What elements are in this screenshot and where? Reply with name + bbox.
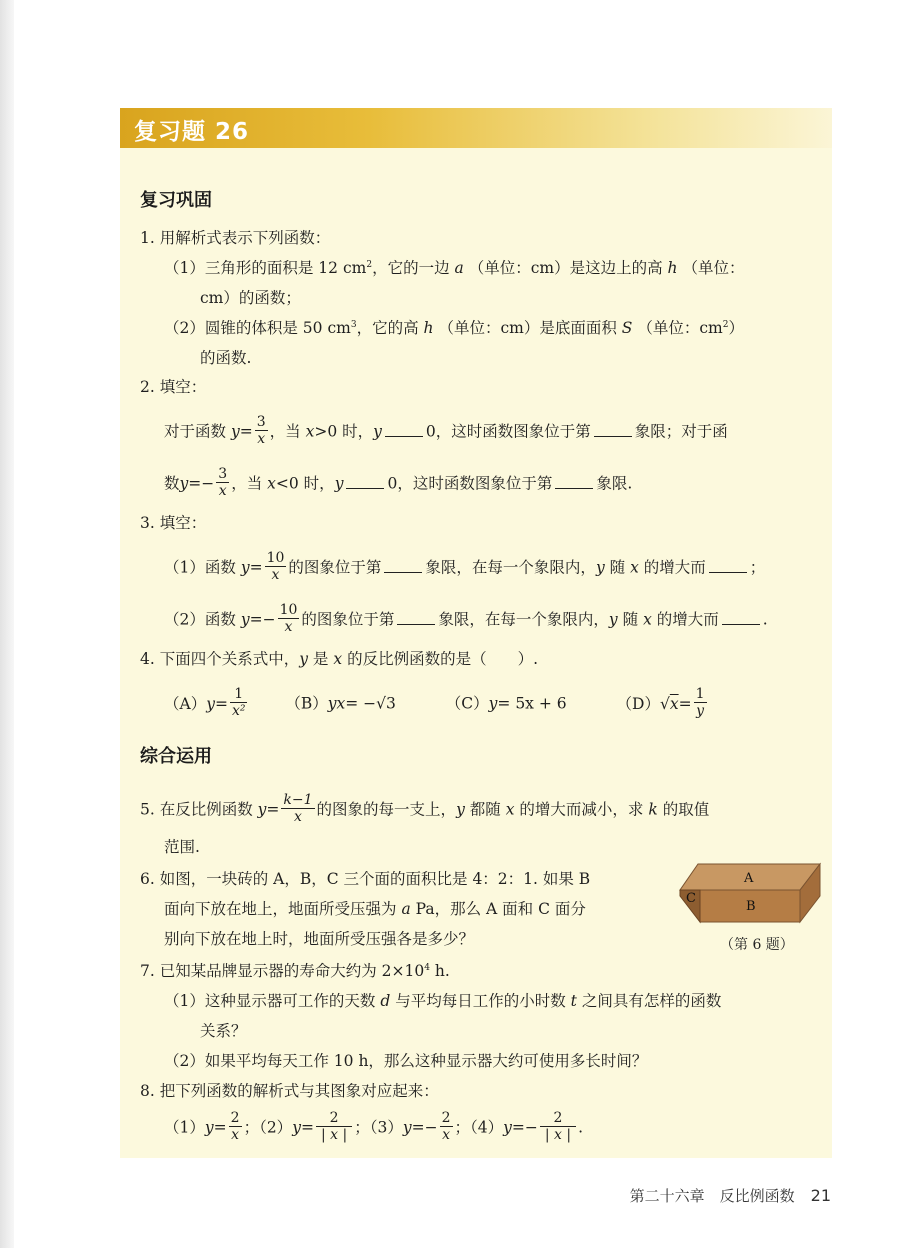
q6-line2: 面向下放在地上，地面所受压强为 a Pa，那么 A 面和 C 面分 (164, 900, 586, 918)
fraction-10-over-x: $\frac{10}{x}$ (266, 550, 285, 583)
q6-line1: 6. 如图，一块砖的 A，B，C 三个面的面积比是 4：2：1. 如果 B (140, 870, 591, 888)
q1-part2-line2: 的函数. (200, 349, 252, 367)
fraction-neg-10-over-x: $\frac{10}{x}$ (279, 602, 298, 635)
brick-label-c: C (686, 891, 696, 906)
q2-line1: 对于函数 y= $\frac{3}{x}$ ，当 x>0 时，y 0，这时函数图象位于第 象限；对于函 (164, 414, 728, 447)
chapter-label: 第二十六章 反比例函数 (629, 1187, 795, 1205)
brick-figure (678, 862, 824, 926)
brick-label-b: B (746, 899, 756, 914)
brick-label-a: A (744, 871, 754, 886)
q1-stem: 1. 用解析式表示下列函数： (140, 229, 331, 247)
figure-caption: （第 6 题） (720, 937, 794, 953)
section-apply-heading: 综合运用 (140, 746, 212, 767)
q6-line3: 别向下放在地上时，地面所受压强各是多少？ (164, 930, 475, 948)
section-review-heading: 复习巩固 (140, 190, 212, 211)
q2-stem: 2. 填空： (140, 378, 207, 396)
page-number: 21 (810, 1186, 831, 1205)
q2-line2: 数y=− $\frac{3}{x}$ ，当 x<0 时，y 0，这时函数图象位于第 象限. (164, 466, 633, 499)
q4-option-c: （C）y= 5x + 6 (445, 694, 567, 713)
page-footer (630, 1185, 831, 1206)
q3-stem: 3. 填空： (140, 514, 207, 532)
q1-part1-line2: cm）的函数； (200, 289, 301, 307)
page-spine-shadow (0, 0, 14, 1248)
fraction-neg-3-over-x: $\frac{3}{x}$ (218, 466, 228, 499)
q7-part1-line2: 关系？ (200, 1022, 247, 1040)
q1-part2-line1: （2）圆锥的体积是 50 $cm^3$，它的高 h （单位：cm）是底面面积 S （单位：$cm^2$） (164, 319, 744, 337)
exercise-title: 复习题 26 (134, 119, 250, 145)
exercise-panel (120, 108, 832, 1158)
q4-options (164, 688, 709, 721)
q3-part1: （1）函数 y= $\frac{10}{x}$ 的图象位于第 象限，在每一个象限内，y 随 x 的增大而 ； (164, 550, 766, 583)
q7-stem: 7. 已知某品牌显示器的寿命大约为 $2\times 10^4$ h. (140, 962, 450, 980)
q8-stem: 8. 把下列函数的解析式与其图象对应起来： (140, 1082, 439, 1100)
fraction-k-minus-1-over-x: $\frac{k-1}{x}$ (283, 792, 313, 825)
q5-line2: 范围. (164, 838, 200, 856)
q4-stem: 4. 下面四个关系式中，y 是 x 的反比例函数的是（ ）. (140, 650, 538, 668)
q4-option-d: （D）√x= $\frac{1}{y}$ (616, 686, 705, 719)
q3-part2: （2）函数 y=− $\frac{10}{x}$ 的图象位于第 象限，在每一个象限内，y 随 x 的增大而 . (164, 602, 768, 635)
q5-line1: 5. 在反比例函数 y= $\frac{k-1}{x}$ 的图象的每一支上，y 都随 x 的增大而减小，求 k 的取值 (140, 792, 710, 825)
q8-functions: （1）y= $\frac{2}{x}$ ；（2）y= $\frac{2}{| x |}$ ；（3）y=− $\frac{2}{x}$ ；（4）y=− $\frac{2}{| x |}$ . (164, 1110, 584, 1143)
q1-part1-line1: （1）三角形的面积是 12 $cm^2$，它的一边 a （单位：cm）是这边上的高 h （单位： (164, 259, 745, 277)
q4-option-b: （B）yx= −√3 (285, 694, 396, 713)
fraction-3-over-x: $\frac{3}{x}$ (256, 414, 266, 447)
title-banner (120, 108, 832, 148)
q7-part2: （2）如果平均每天工作 10 h，那么这种显示器大约可使用多长时间？ (164, 1052, 648, 1070)
q4-option-a: （A）y= $\frac{1}{\text{x²}}$ (164, 686, 246, 719)
q7-part1-line1: （1）这种显示器可工作的天数 d 与平均每日工作的小时数 t 之间具有怎样的函数 (164, 992, 722, 1010)
